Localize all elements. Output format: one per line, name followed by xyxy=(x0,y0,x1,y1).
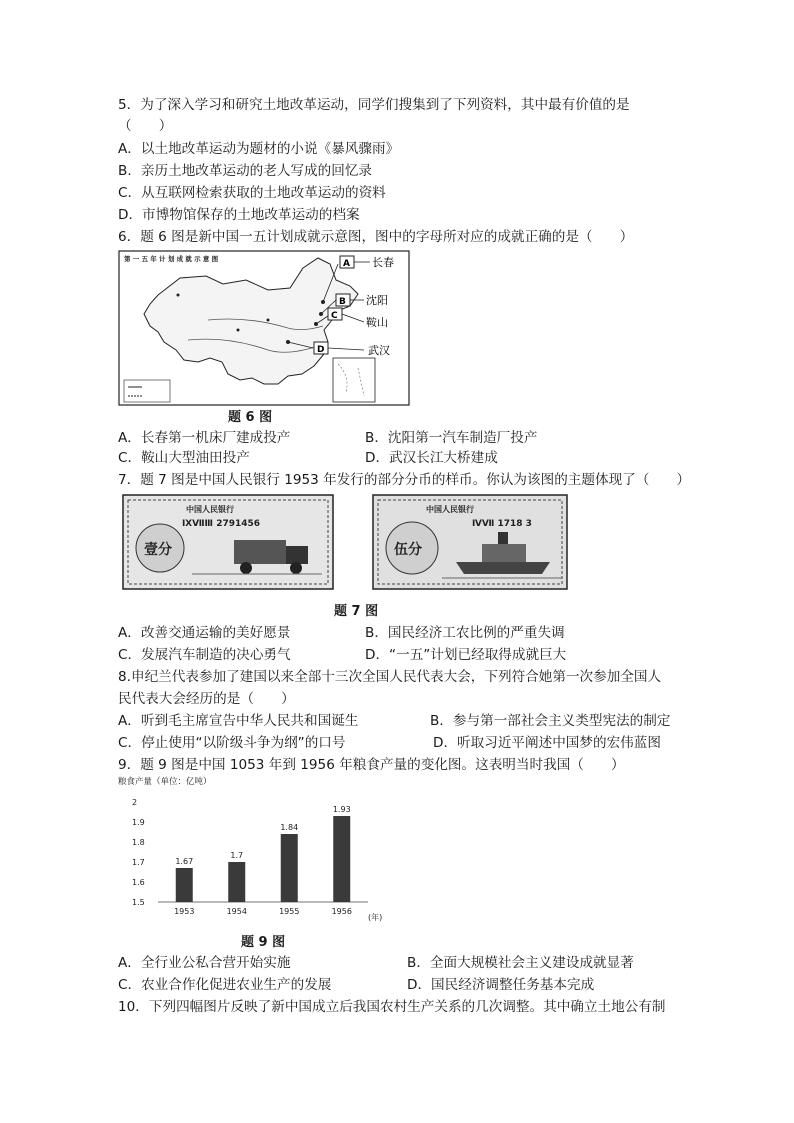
chart-xlabel: (年) xyxy=(368,913,383,922)
q7-option-c: C．发展汽车制造的决心勇气 xyxy=(118,647,291,663)
q5-stem: 5．为了深入学习和研究土地改革运动，同学们搜集到了下列资料，其中最有价值的是 xyxy=(118,97,630,113)
y-tick-label: 1.6 xyxy=(132,878,145,887)
q7-banknote-1 xyxy=(122,494,334,590)
q7-option-b: B．国民经济工农比例的严重失调 xyxy=(365,625,565,641)
q7-banknote-2 xyxy=(372,494,568,590)
q7-stem: 7．题 7 图是中国人民银行 1953 年发行的部分分币的样币。你认为该图的主题体现了（ ） xyxy=(118,472,691,488)
bar-1953 xyxy=(176,868,193,902)
q5-option-c: C．从互联网检索获取的土地改革运动的资料 xyxy=(118,185,386,201)
q8-stem-line1: 8.申纪兰代表参加了建国以来全部十三次全国人民代表大会，下列符合她第一次参加全国人 xyxy=(118,669,662,685)
city-changchun: 长春 xyxy=(372,256,394,269)
x-tick-label: 1956 xyxy=(331,907,352,916)
y-tick-label: 2 xyxy=(132,798,138,807)
marker-d: D xyxy=(317,345,325,355)
q5-option-d: D．市博物馆保存的土地改革运动的档案 xyxy=(118,207,360,223)
note1-denomination: 壹分 xyxy=(144,542,172,558)
bar-value-label: 1.7 xyxy=(230,851,244,860)
y-tick-label: 1.5 xyxy=(132,898,145,907)
marker-a: A xyxy=(343,259,350,269)
q6-caption: 题 6 图 xyxy=(228,410,273,425)
x-tick-label: 1954 xyxy=(226,907,247,916)
y-tick-label: 1.8 xyxy=(132,838,145,847)
bar-value-label: 1.84 xyxy=(280,823,299,832)
q5-option-b: B．亲历土地改革运动的老人写成的回忆录 xyxy=(118,163,373,179)
q9-caption: 题 9 图 xyxy=(241,935,286,950)
q9-option-d: D．国民经济调整任务基本完成 xyxy=(407,977,595,993)
q7-caption: 题 7 图 xyxy=(334,604,379,619)
q6-map-figure xyxy=(118,250,418,410)
q8-option-c: C．停止使用“以阶级斗争为纲”的口号 xyxy=(118,735,346,751)
q6-option-c: C．鞍山大型油田投产 xyxy=(118,450,250,466)
q8-option-b: B．参与第一部社会主义类型宪法的制定 xyxy=(430,713,671,729)
q6-option-a: A．长春第一机床厂建成投产 xyxy=(118,430,291,446)
q9-option-b: B．全面大规模社会主义建设成就显著 xyxy=(407,955,634,971)
bar-1955 xyxy=(281,834,298,902)
bar-value-label: 1.67 xyxy=(175,857,194,866)
q6-stem: 6．题 6 图是新中国一五计划成就示意图，图中的字母所对应的成就正确的是（ ） xyxy=(118,229,634,245)
note2-serial: ⅣⅦ 1718 3 xyxy=(472,519,532,529)
q8-stem-line2: 民代表大会经历的是（ ） xyxy=(118,691,295,707)
note1-serial: ⅨⅦⅢ 2791456 xyxy=(182,519,261,529)
note1-bank: 中国人民银行 xyxy=(186,505,234,514)
q10-stem: 10．下列四幅图片反映了新中国成立后我国农村生产关系的几次调整。其中确立土地公有制 xyxy=(118,999,666,1015)
city-wuhan: 武汉 xyxy=(368,344,390,357)
q5-paren: （ ） xyxy=(118,118,173,134)
q7-option-d: D．“一五”计划已经取得成就巨大 xyxy=(365,647,567,663)
y-tick-label: 1.9 xyxy=(132,818,145,827)
q5-option-a: A．以土地改革运动为题材的小说《暴风骤雨》 xyxy=(118,141,400,157)
q8-option-a: A．听到毛主席宣告中华人民共和国诞生 xyxy=(118,713,359,729)
q9-bar-chart xyxy=(118,774,398,924)
q9-option-a: A．全行业公私合营开始实施 xyxy=(118,955,291,971)
bar-1954 xyxy=(228,862,245,902)
y-tick-label: 1.7 xyxy=(132,858,145,867)
city-shenyang: 沈阳 xyxy=(366,294,388,307)
q9-option-c: C．农业合作化促进农业生产的发展 xyxy=(118,977,332,993)
marker-c: C xyxy=(331,311,338,321)
chart-ylabel: 粮食产量（单位：亿吨） xyxy=(118,777,212,787)
x-tick-label: 1953 xyxy=(174,907,195,916)
map-title: 第 一 五 年 计 划 成 就 示 意 图 xyxy=(124,255,219,263)
q9-stem: 9．题 9 图是中国 1053 年到 1956 年粮食产量的变化图。这表明当时我国（ ） xyxy=(118,757,625,773)
note2-denomination: 伍分 xyxy=(394,542,422,558)
city-anshan: 鞍山 xyxy=(366,316,388,329)
note2-bank: 中国人民银行 xyxy=(426,505,474,514)
x-tick-label: 1955 xyxy=(279,907,300,916)
q7-option-a: A．改善交通运输的美好愿景 xyxy=(118,625,291,641)
bar-1956 xyxy=(333,816,350,902)
q6-option-d: D．武汉长江大桥建成 xyxy=(365,450,498,466)
q6-option-b: B．沈阳第一汽车制造厂投产 xyxy=(365,430,538,446)
q8-option-d: D．听取习近平阐述中国梦的宏伟蓝图 xyxy=(433,735,661,751)
bar-value-label: 1.93 xyxy=(332,805,351,814)
marker-b: B xyxy=(339,297,346,307)
